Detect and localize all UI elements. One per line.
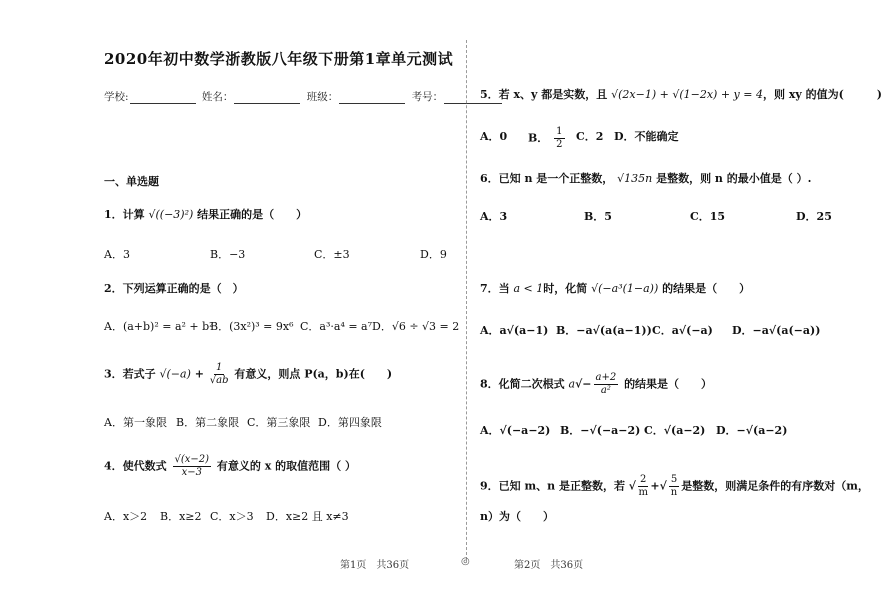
footer-page-left: 第1页 共36页: [340, 560, 410, 571]
q5-option-a[interactable]: A．0: [480, 130, 508, 143]
q4-fraction: [173, 454, 212, 479]
q4-frac-den: x−3: [181, 467, 202, 478]
question-2: 2．下列运算正确的是（ ）: [104, 282, 244, 295]
q7-condition: a < 1: [513, 282, 544, 295]
q3-stem-post: 有意义，则点 P(a，b)在( ): [234, 367, 393, 381]
school-label: 学校:: [104, 91, 129, 103]
question-7: [480, 282, 750, 296]
q1-stem-pre: 1．计算: [104, 208, 145, 221]
q6-expression: √135n: [617, 172, 653, 185]
q8-stem-post: 的结果是（ ）: [624, 377, 713, 391]
q7-option-b[interactable]: B．−a√(a(a−1)): [556, 324, 652, 337]
q7-option-c[interactable]: C．a√(−a): [652, 324, 713, 337]
q1-option-c[interactable]: C．±3: [314, 248, 350, 261]
q3-frac-num: 1: [215, 362, 223, 373]
page-divider: [466, 40, 467, 560]
q1-stem-post: 结果正确的是（ ）: [197, 208, 308, 221]
q8-frac-den: a²: [600, 385, 611, 396]
q3-fraction: [210, 362, 229, 387]
q7-stem-post: 的结果是（ ）: [662, 282, 751, 295]
q7-stem-mid: 时，化简: [543, 282, 588, 295]
q6-option-c[interactable]: C．15: [690, 210, 726, 223]
question-3: 3．若式子 √(−a) + $\frac{1}{√ab}$ 有意义，则点 P(a，b)在( ): [104, 362, 393, 386]
q8-lead: a: [568, 377, 576, 391]
name-blank[interactable]: [234, 93, 300, 104]
q5-stem-pre: 5．若 x、y 都是实数，且: [480, 88, 608, 101]
q4-stem-post: 有意义的 x 的取值范围（ ）: [216, 459, 356, 473]
q1-option-a[interactable]: A．3: [104, 248, 130, 261]
question-6: [480, 172, 811, 186]
question-8: 8．化简二次根式 a√− $\frac{a+2}{\text{a²}}$ 的结果是（ ）: [480, 372, 713, 396]
q1-option-d[interactable]: D．9: [420, 248, 447, 261]
q6-option-d[interactable]: D．25: [796, 210, 832, 223]
q9-stem-post: 是整数，则满足条件的有序数对（m，: [681, 479, 869, 493]
q6-stem-pre: 6．已知 n 是一个正整数，: [480, 172, 614, 185]
q6-option-a[interactable]: A．3: [480, 210, 508, 223]
question-1: [104, 208, 307, 222]
q4-option-d[interactable]: D．x≥2 且 x≠3: [266, 510, 349, 523]
q9-stem-line2: n）为（ ）: [480, 510, 554, 523]
q3-frac-den: √ab: [209, 375, 229, 386]
q2-option-a[interactable]: A．(a+b)² = a² + b²: [104, 320, 214, 333]
question-9: 9．已知 m、n 是正整数，若 √ $\frac{2}{m}$ +√ $\frac{5}{n}$ 是整数，则满足条件的有序数对（m，: [480, 474, 869, 498]
section-heading: 一、单选题: [104, 175, 159, 188]
q3-option-b[interactable]: B．第二象限: [176, 416, 240, 429]
q8-option-a[interactable]: A．√(−a−2): [480, 424, 551, 437]
question-4: [104, 454, 356, 479]
q3-expr-a: √(−a): [159, 367, 191, 381]
q8-stem-pre: 8．化简二次根式: [480, 377, 565, 391]
q9-f2-den: n: [670, 487, 678, 498]
q5-option-d[interactable]: D．不能确定: [614, 130, 679, 143]
q2-option-d[interactable]: D．√6 ÷ √3 = 2: [372, 320, 460, 333]
q5-option-b-label: B．: [528, 131, 549, 145]
q7-option-a[interactable]: A．a√(a−1): [480, 324, 549, 337]
exam-no-label: 考号：: [411, 91, 444, 103]
question-5: [480, 88, 882, 102]
q5-stem-post: ，则 xy 的值为( ): [762, 88, 882, 101]
q3-option-d[interactable]: D．第四象限: [318, 416, 382, 429]
q2-option-c[interactable]: C．a³·a⁴ = a⁷: [300, 320, 373, 333]
q5-expression: √(2x−1) + √(1−2x) + y = 4: [611, 88, 763, 101]
footer-page-right: 第2页 共36页: [514, 560, 584, 571]
student-info-line: [104, 90, 505, 104]
q6-option-b[interactable]: B．5: [584, 210, 612, 223]
q5-option-b-fraction: [554, 126, 564, 151]
q5-b-den: 2: [556, 139, 563, 150]
q8-frac-num: a+2: [595, 372, 617, 383]
q3-option-c[interactable]: C．第三象限: [247, 416, 311, 429]
class-blank[interactable]: [339, 93, 405, 104]
q9-stem-pre: 9．已知 m、n 是正整数，若: [480, 479, 625, 493]
q4-option-c[interactable]: C．x＞3: [210, 510, 254, 523]
q7-option-d[interactable]: D．−a√(a(−a)): [732, 324, 821, 337]
q4-frac-num: √(x−2): [174, 454, 210, 465]
q3-stem-pre: 3．若式子: [104, 367, 156, 381]
q9-fraction-1: [638, 474, 648, 499]
q2-option-b[interactable]: B．(3x²)³ = 9x⁶: [210, 320, 294, 333]
q8-option-b[interactable]: B．−√(−a−2): [560, 424, 641, 437]
exam-title: 2020年初中数学浙教版八年级下册第1章单元测试: [104, 50, 454, 68]
q9-f1-den: m: [638, 487, 648, 498]
q5-b-num: 1: [556, 126, 563, 137]
right-page: [468, 0, 882, 608]
binding-ring-icon: ◎: [461, 556, 470, 567]
q6-stem-post: 是整数，则 n 的最小值是（ ）.: [656, 172, 812, 185]
q3-option-a[interactable]: A．第一象限: [104, 416, 167, 429]
school-blank[interactable]: [130, 93, 196, 104]
q8-option-d[interactable]: D．−√(a−2): [716, 424, 788, 437]
q4-option-b[interactable]: B．x≥2: [160, 510, 202, 523]
q5-option-c[interactable]: C．2: [576, 130, 604, 143]
q9-fraction-2: [669, 474, 679, 499]
q1-option-b[interactable]: B．−3: [210, 248, 246, 261]
q1-expression: √((−3)²): [148, 208, 194, 221]
name-label: 姓名：: [201, 91, 234, 103]
class-label: 班级：: [306, 91, 339, 103]
q4-stem-pre: 4．使代数式: [104, 459, 167, 473]
q4-option-a[interactable]: A．x＞2: [104, 510, 148, 523]
q8-fraction: [594, 372, 619, 397]
q7-expression: √(−a³(1−a)): [591, 282, 659, 295]
q9-f1-num: 2: [640, 474, 647, 485]
q8-option-c[interactable]: C．√(a−2): [644, 424, 706, 437]
q5-option-b[interactable]: [528, 126, 567, 151]
q7-stem-pre: 7．当: [480, 282, 510, 295]
q9-f2-num: 5: [670, 474, 678, 485]
